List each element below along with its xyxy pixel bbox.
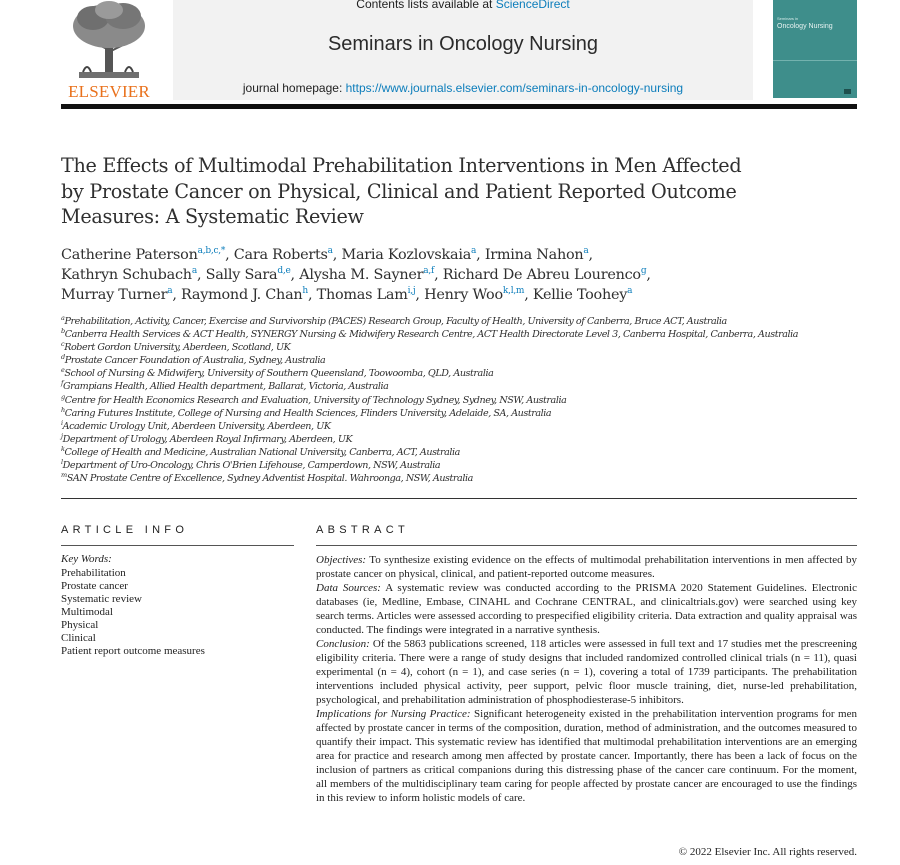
contents-prefix: Contents lists available at — [356, 0, 496, 11]
affiliation-list — [61, 315, 857, 485]
contents-line — [173, 0, 753, 11]
affiliation-text: Canberra Health Services & ACT Health, SYNERGY Nursing & Midwifery Research Centre, ACT Health Directorate Level 3, Canberra Hospital, Canberra, Australia — [64, 329, 799, 341]
keyword-item: Patient report outcome measures — [61, 645, 205, 657]
affiliation-key: b — [61, 326, 65, 335]
abstract-section-label: Conclusion: — [316, 638, 370, 650]
author-affiliation-marker[interactable]: a — [471, 246, 477, 257]
elsevier-logo[interactable] — [61, 0, 157, 100]
affiliation-text: School of Nursing & Midwifery, University of Southern Queensland, Toowoomba, QLD, Australia — [64, 368, 494, 380]
abstract-section — [316, 581, 857, 637]
publisher-wordmark: ELSEVIER — [68, 82, 150, 101]
affiliation-item — [61, 315, 857, 328]
affiliation-key: l — [61, 457, 63, 466]
keyword-item: Multimodal — [61, 606, 113, 618]
affiliation-item — [61, 459, 857, 472]
affiliation-key: a — [61, 313, 65, 322]
affiliation-text: Academic Urology Unit, Aberdeen University, Aberdeen, UK — [62, 420, 331, 432]
keyword-item: Clinical — [61, 632, 96, 644]
abstract-section — [316, 553, 857, 581]
author-affiliation-marker[interactable]: k,l,m — [502, 286, 525, 297]
affiliation-text: Caring Futures Institute, College of Nursing and Health Sciences, Flinders University, Adelaide, SA, Australia — [64, 407, 552, 419]
keyword-item: Prehabilitation — [61, 567, 126, 579]
keyword-item: Physical — [61, 619, 99, 631]
homepage-prefix: journal homepage: — [242, 81, 346, 95]
author-name[interactable]: Maria Kozlovskaia — [341, 247, 472, 263]
affiliation-item — [61, 407, 857, 420]
cover-publisher-mark — [844, 89, 851, 94]
keyword-list — [61, 567, 205, 658]
affiliation-text: Department of Uro-Oncology, Chris O'Brien Lifehouse, Camperdown, NSW, Australia — [62, 460, 441, 472]
abstract-rule — [316, 545, 857, 546]
affiliation-key: j — [61, 431, 63, 440]
affiliation-key: d — [61, 353, 65, 362]
author-affiliation-marker[interactable]: a,b,c,* — [197, 246, 226, 257]
journal-header — [173, 0, 753, 100]
affiliation-text: College of Health and Medicine, Australian National University, Canberra, ACT, Australia — [64, 446, 460, 458]
affiliation-text: Robert Gordon University, Aberdeen, Scotland, UK — [64, 342, 291, 354]
affiliation-item — [61, 472, 857, 485]
author-name[interactable]: Irmina Nahon — [484, 247, 584, 263]
author-list: Catherine Paterson$^{a,b,c,*}$, Cara Roberts$^a$, Maria Kozlovskaia$^a$, Irmina Nahon$^a$, Kathryn Schubach$^a$, Sally Sara$^{d,e}$, Alysha M. Sayner$^{a,f}$, Richard De Abreu Lourenco$^g$, Murray Turner$^a$, Raymond J. Chan$^h$, Thomas Lam$^{i,j}$, Henry Woo$^{k,l,m}$, Kellie Toohey$^a$ — [61, 246, 651, 303]
affiliation-key: g — [61, 392, 65, 401]
author-name[interactable]: Alysha M. Sayner — [299, 267, 424, 283]
affiliation-item — [61, 380, 857, 393]
affiliation-item — [61, 446, 857, 459]
author-affiliation-marker[interactable]: h — [302, 286, 308, 297]
abstract-section — [316, 707, 857, 805]
affiliation-key: f — [61, 379, 63, 388]
affiliation-key: h — [61, 405, 65, 414]
author-affiliation-marker[interactable]: a — [167, 286, 173, 297]
article-title: The Effects of Multimodal Prehabilitation Interventions in Men Affected by Prostate Cancer on Physical, Clinical and Patient Reported Outcome Measures: A Systematic Review — [61, 154, 742, 228]
section-divider — [61, 498, 857, 499]
abstract-body — [316, 553, 857, 805]
author-name[interactable]: Murray Turner — [61, 287, 168, 303]
author-name[interactable]: Henry Woo — [424, 287, 503, 303]
affiliation-text: Department of Urology, Aberdeen Royal Infirmary, Aberdeen, UK — [62, 433, 353, 445]
affiliation-text: Grampians Health, Allied Health department, Ballarat, Victoria, Australia — [62, 381, 389, 393]
header-divider — [61, 104, 857, 109]
affiliation-text: SAN Prostate Centre of Excellence, Sydney Adventist Hospital. Wahroonga, NSW, Australia — [66, 473, 473, 485]
affiliation-key: k — [61, 444, 65, 453]
affiliation-key: m — [61, 470, 67, 479]
sciencedirect-link[interactable]: ScienceDirect — [495, 0, 570, 11]
author-name[interactable]: Kellie Toohey — [532, 287, 628, 303]
affiliation-key: i — [61, 418, 63, 427]
article-info-heading: ARTICLE INFO — [61, 524, 189, 536]
cover-title — [777, 15, 833, 31]
abstract-heading: ABSTRACT — [316, 524, 410, 536]
author-name[interactable]: Cara Roberts — [233, 247, 328, 263]
abstract-section-text: To synthesize existing evidence on the effects of multimodal prehabilitation interventions in men affected by prostate cancer on physical, clinical, and patient-reported outcome measures. — [316, 554, 857, 580]
author-name[interactable]: Sally Sara — [205, 267, 278, 283]
author-affiliation-marker[interactable]: a,f — [423, 266, 435, 277]
cover-stripe — [773, 60, 857, 61]
homepage-line — [173, 81, 753, 95]
affiliation-key: e — [61, 366, 65, 375]
author-affiliation-marker[interactable]: a — [327, 246, 333, 257]
cover-title-line2: Nursing — [808, 23, 833, 30]
article-info-rule — [61, 545, 294, 546]
affiliation-item — [61, 328, 857, 341]
author-name[interactable]: Kathryn Schubach — [61, 267, 192, 283]
author-name[interactable]: Thomas Lam — [316, 287, 408, 303]
elsevier-tree-icon — [65, 0, 153, 80]
cover-title-line1: Oncology — [777, 23, 807, 30]
keywords-label: Key Words: — [61, 553, 112, 565]
abstract-section — [316, 637, 857, 707]
affiliation-text: Centre for Health Economics Research and Evaluation, University of Technology Sydney, Sydney, NSW, Australia — [64, 394, 567, 406]
author-name[interactable]: Raymond J. Chan — [181, 287, 303, 303]
author-affiliation-marker[interactable]: i,j — [407, 286, 416, 297]
journal-homepage-link[interactable]: https://www.journals.elsevier.com/seminars-in-oncology-nursing — [345, 81, 684, 95]
author-affiliation-marker[interactable]: d,e — [277, 266, 291, 277]
author-name[interactable]: Catherine Paterson — [61, 247, 198, 263]
affiliation-item — [61, 433, 857, 446]
keyword-item: Systematic review — [61, 593, 142, 605]
abstract-section-label: Implications for Nursing Practice: — [316, 708, 471, 720]
keyword-item: Prostate cancer — [61, 580, 128, 592]
abstract-section-label: Objectives: — [316, 554, 367, 566]
author-name[interactable]: Richard De Abreu Lourenco — [442, 267, 641, 283]
affiliation-key: c — [61, 340, 65, 348]
author-affiliation-marker[interactable]: a — [583, 246, 589, 257]
abstract-section-label: Data Sources: — [316, 582, 381, 594]
author-affiliation-marker[interactable]: a — [627, 286, 633, 297]
journal-title: Seminars in Oncology Nursing — [327, 33, 599, 55]
affiliation-item — [61, 367, 857, 380]
affiliation-item — [61, 341, 857, 354]
author-affiliation-marker[interactable]: a — [191, 266, 197, 277]
abstract-section-text: Significant heterogeneity existed in the prehabilitation intervention programs for men affected by prostate cancer in terms of the composition, duration, method of administration, and the outcomes measured to quantify their impact. This systematic review has identified that multimodal prehabilitation interventions are an emerging area for practice and research among men affected by prostate cancer. Importantly, there has been a lack of focus on the inclusion of partners as critical companions during this distressing phase of the cancer care continuum. For the moment, all members of the multidisciplinary team caring for people affected by prostate cancer are encouraged to use the findings in this review to inform holistic models of care. — [316, 708, 857, 804]
cover-kicker: Seminars in — [777, 16, 799, 21]
author-affiliation-marker[interactable]: g — [640, 266, 647, 277]
affiliation-item — [61, 354, 857, 367]
abstract-section-text: A systematic review was conducted according to the PRISMA 2020 Statement Guidelines. Electronic databases (ie, Medline, Embase, CINAHL and Cochrane CENTRAL, and clinicaltrials.gov) were searched using key search terms. Articles were assessed according to prespecified eligibility criteria. Data extraction and quality appraisal was conducted. The findings were integrated in a narrative synthesis. — [316, 582, 857, 636]
abstract-section-text: Of the 5863 publications screened, 118 articles were assessed in full text and 17 studies met the prescreening eligibility criteria. There were a range of study designs that included randomized controlled clinical trials (n = 11), quasi experimental (n = 4), cohort (n = 1), and case series (n = 1), covering a total of 1739 participants. The prehabilitation interventions included physical activity, peer support, pelvic floor muscle training, diet, nurse-led prehabilitation, psychological, and prehabilitation administration of phosphodiesterase-5 inhibitors. — [316, 638, 857, 706]
copyright-notice: © 2022 Elsevier Inc. All rights reserved. — [678, 846, 857, 858]
affiliation-item — [61, 420, 857, 433]
affiliation-item — [61, 394, 857, 407]
affiliation-text: Prehabilitation, Activity, Cancer, Exercise and Survivorship (PACES) Research Group, Faculty of Health, University of Canberra, Bruce ACT, Australia — [64, 316, 727, 327]
affiliation-text: Prostate Cancer Foundation of Australia, Sydney, Australia — [64, 355, 326, 367]
journal-cover-thumbnail[interactable] — [773, 0, 857, 98]
